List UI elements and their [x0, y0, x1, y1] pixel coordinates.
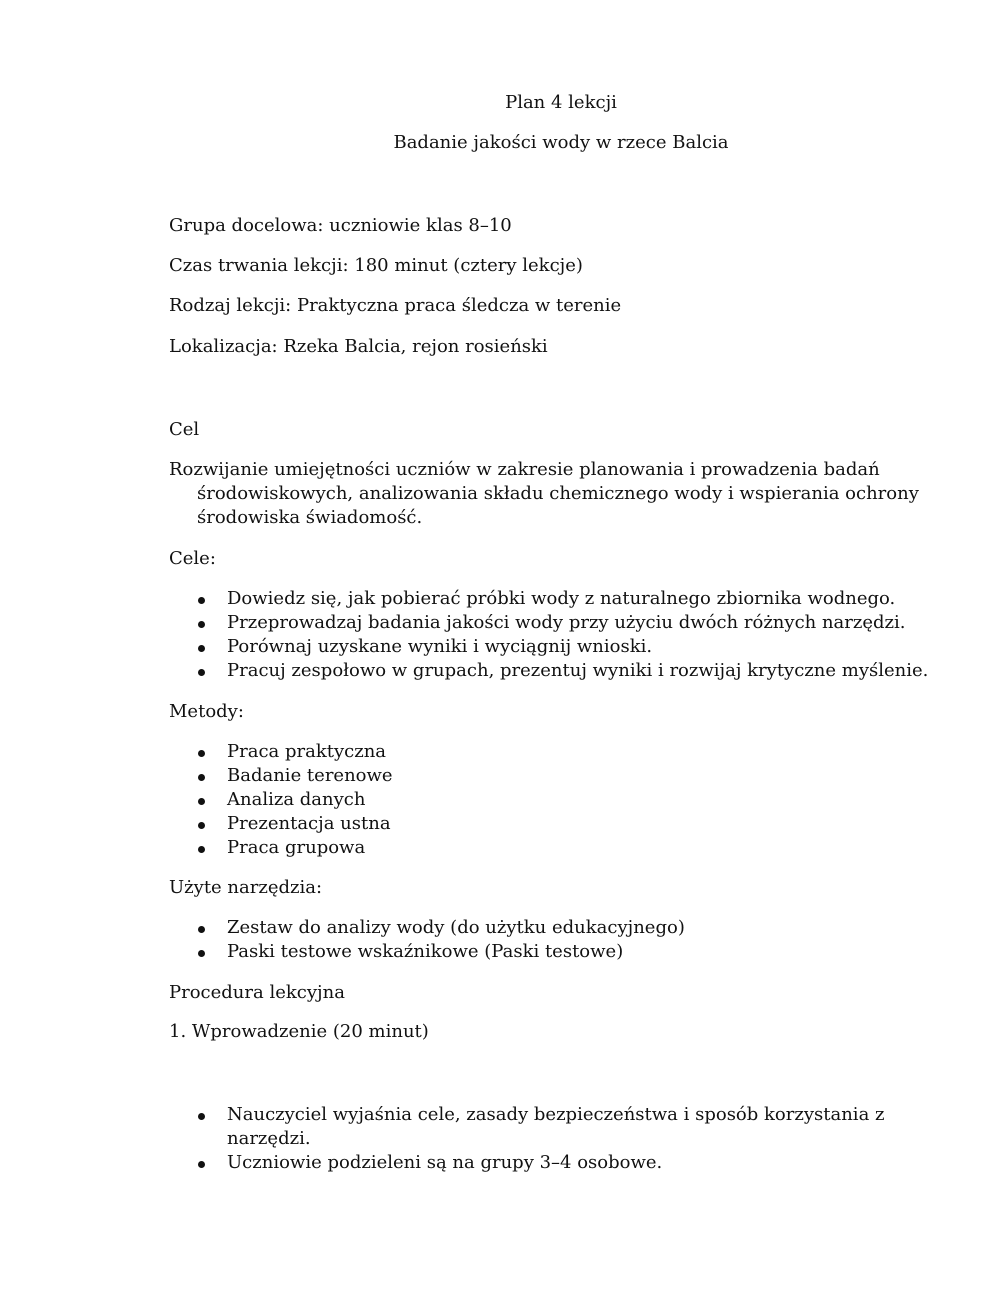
list-item-text: Analiza danych: [227, 789, 366, 810]
bullet-icon: [198, 822, 205, 829]
list-item: [169, 916, 934, 940]
list-item: [169, 659, 934, 683]
document-subtitle: Badanie jakości wody w rzece Balcia: [393, 132, 729, 153]
tools-heading: Użyte narzędzia:: [169, 877, 323, 898]
list-item-text: Praca praktyczna: [227, 741, 387, 762]
goal-heading: Cel: [169, 419, 200, 440]
procedure-heading: Procedura lekcyjna: [169, 982, 345, 1003]
bullet-icon: [198, 621, 205, 628]
list-item-text: Pracuj zespołowo w grupach, prezentuj wyniki i rozwijaj krytyczne myślenie.: [227, 660, 929, 681]
bullet-icon: [198, 798, 205, 805]
methods-list: [169, 740, 934, 860]
list-item-text: Porównaj uzyskane wyniki i wyciągnij wnioski.: [227, 636, 653, 657]
goal-paragraph: Rozwijanie umiejętności uczniów w zakresie planowania i prowadzenia badań środowiskowych, analizowania składu chemicznego wody i wspierania ochrony środowiska świadomość.: [169, 459, 919, 528]
procedure-step1-list: [169, 1103, 934, 1175]
list-item: [169, 788, 934, 812]
list-item: [169, 635, 934, 659]
tools-list: [169, 916, 934, 964]
list-item: [169, 764, 934, 788]
bullet-icon: [198, 669, 205, 676]
list-item: [169, 812, 934, 836]
location-line: Lokalizacja: Rzeka Balcia, rejon rosieński: [169, 336, 548, 357]
list-item: [169, 940, 934, 964]
document-title: Plan 4 lekcji: [505, 92, 617, 113]
list-item-text: Zestaw do analizy wody (do użytku edukacyjnego): [227, 917, 685, 938]
bullet-icon: [198, 950, 205, 957]
objectives-list: [169, 587, 934, 683]
bullet-icon: [198, 846, 205, 853]
list-item: [169, 740, 934, 764]
procedure-step1-heading: 1. Wprowadzenie (20 minut): [169, 1021, 429, 1042]
list-item-text: Paski testowe wskaźnikowe (Paski testowe): [227, 941, 624, 962]
list-item: [169, 611, 934, 635]
bullet-icon: [198, 1161, 205, 1168]
duration-line: Czas trwania lekcji: 180 minut (cztery lekcje): [169, 255, 583, 276]
bullet-icon: [198, 597, 205, 604]
list-item-text: Nauczyciel wyjaśnia cele, zasady bezpieczeństwa i sposób korzystania z narzędzi.: [227, 1104, 885, 1149]
list-item: [169, 1103, 934, 1151]
list-item: [169, 587, 934, 611]
list-item-text: Praca grupowa: [227, 837, 366, 858]
bullet-icon: [198, 750, 205, 757]
bullet-icon: [198, 926, 205, 933]
list-item: [169, 836, 934, 860]
list-item-text: Badanie terenowe: [227, 765, 393, 786]
target-group-line: Grupa docelowa: uczniowie klas 8–10: [169, 215, 512, 236]
bullet-icon: [198, 1113, 205, 1120]
list-item-text: Dowiedz się, jak pobierać próbki wody z naturalnego zbiornika wodnego.: [227, 588, 896, 609]
bullet-icon: [198, 645, 205, 652]
objectives-heading: Cele:: [169, 548, 216, 569]
lesson-type-line: Rodzaj lekcji: Praktyczna praca śledcza w terenie: [169, 295, 622, 316]
list-item-text: Uczniowie podzieleni są na grupy 3–4 osobowe.: [227, 1152, 663, 1173]
methods-heading: Metody:: [169, 701, 244, 722]
list-item: [169, 1151, 934, 1175]
list-item-text: Przeprowadzaj badania jakości wody przy użyciu dwóch różnych narzędzi.: [227, 612, 906, 633]
bullet-icon: [198, 774, 205, 781]
list-item-text: Prezentacja ustna: [227, 813, 391, 834]
